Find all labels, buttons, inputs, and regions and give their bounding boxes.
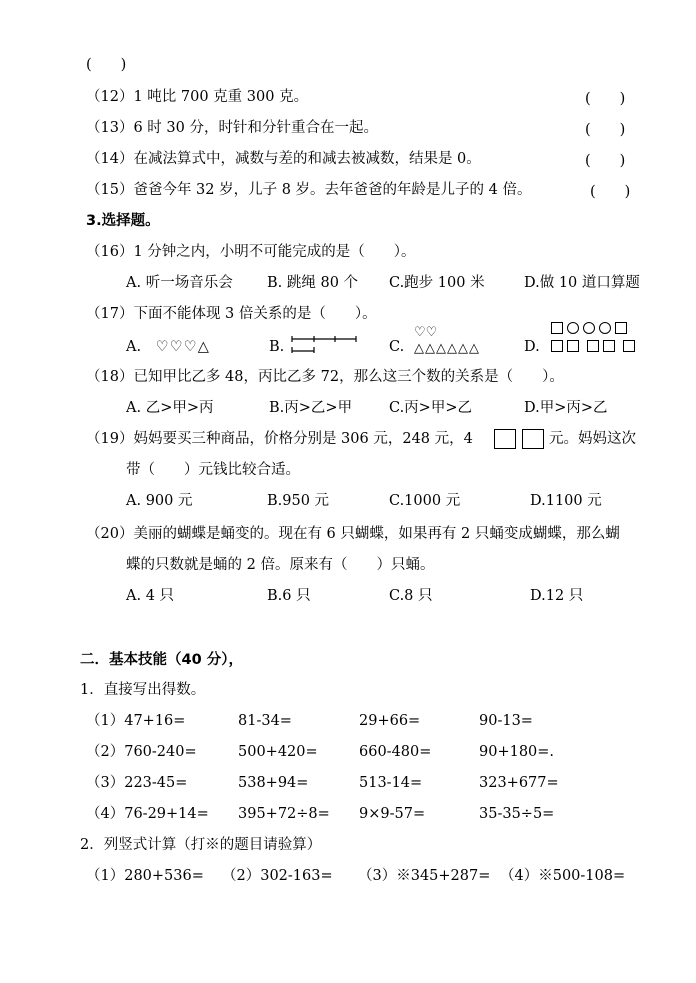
circle-shape (583, 322, 595, 334)
calc-2-d[interactable]: 90+180=. (479, 744, 555, 760)
question-18-stem: （18）已知甲比乙多 48，丙比乙多 72，那么这三个数的关系是（ ）。 (86, 369, 564, 385)
q17-option-b-label: B. (269, 339, 285, 355)
q18-option-d[interactable]: D.甲>丙>乙 (524, 400, 608, 416)
q19-option-d[interactable]: D.1100 元 (530, 493, 602, 509)
calc-2-c[interactable]: 660-480= (359, 744, 432, 760)
q17-option-b-line-segments (290, 333, 358, 355)
q18-option-a[interactable]: A. 乙>甲>丙 (126, 400, 214, 416)
question-20-stem-part1: （20）美丽的蝴蝶是蛹变的。现在有 6 只蝴蝶，如果再有 2 只蛹变成蝴蝶，那么蝴 (86, 526, 620, 542)
q16-option-a[interactable]: A. 听一场音乐会 (126, 275, 233, 291)
question-19-stem-part2: 元。妈妈这次 (549, 431, 636, 447)
calc-1-c[interactable]: 29+66= (359, 713, 421, 729)
calc-4-d[interactable]: 35-35÷5= (479, 806, 555, 822)
square-shape (551, 322, 563, 334)
square-shape (567, 340, 579, 352)
q17-option-c[interactable] (389, 337, 404, 357)
question-12-answer-paren[interactable]: ( ) (585, 91, 626, 107)
question-13-text: （13）6 时 30 分，时针和分针重合在一起。 (86, 120, 378, 136)
q16-option-d[interactable]: D.做 10 道口算题 (524, 275, 640, 291)
calc-2-b[interactable]: 500+420= (238, 744, 318, 760)
calc-2-a[interactable]: （2）760-240= (86, 744, 197, 760)
part-2-title: 二．基本技能（40 分）， (80, 652, 243, 668)
calc-4-a[interactable]: （4）76-29+14= (86, 806, 209, 822)
question-16-stem: （16）1 分钟之内，小明不可能完成的是（ ）。 (86, 244, 416, 260)
q20-option-d[interactable]: D.12 只 (530, 588, 584, 604)
q19-digit-box-2[interactable] (522, 429, 544, 449)
q19-option-c[interactable]: C.1000 元 (389, 493, 461, 509)
question-12-text: （12）1 吨比 700 克重 300 克。 (86, 89, 309, 105)
calc-3-d[interactable]: 323+677= (479, 775, 559, 791)
subsection-1-title: 1．直接写出得数。 (80, 682, 206, 698)
question-15-text: （15）爸爸今年 32 岁，儿子 8 岁。去年爸爸的年龄是儿子的 4 倍。 (86, 182, 532, 198)
square-shape (615, 322, 627, 334)
q18-option-c[interactable]: C.丙>甲>乙 (389, 400, 472, 416)
q18-option-b[interactable]: B.丙>乙>甲 (269, 400, 353, 416)
q17-option-d-label: D. (524, 339, 540, 355)
question-19-stem-part1: （19）妈妈要买三种商品，价格分别是 306 元，248 元，4 (86, 431, 473, 447)
calc-1-a[interactable]: （1）47+16= (86, 713, 186, 729)
question-14-answer-paren[interactable]: ( ) (585, 153, 626, 169)
calc-3-b[interactable]: 538+94= (238, 775, 309, 791)
q16-option-b[interactable]: B. 跳绳 80 个 (267, 275, 359, 291)
q20-option-b[interactable]: B.6 只 (267, 588, 311, 604)
square-shape (587, 340, 599, 352)
calc-3-a[interactable]: （3）223-45= (86, 775, 188, 791)
question-15-answer-paren[interactable]: ( ) (590, 184, 631, 200)
circle-shape (599, 322, 611, 334)
leftover-answer-paren[interactable]: ( ) (86, 57, 127, 73)
calc-4-c[interactable]: 9×9-57= (359, 806, 426, 822)
circle-shape (567, 322, 579, 334)
q17-option-d[interactable] (524, 337, 540, 357)
vertical-calc-2[interactable]: （2）302-163= (222, 868, 333, 884)
vertical-calc-1[interactable]: （1）280+536= (86, 868, 204, 884)
q17-option-c-hearts: ♡♡ (414, 325, 438, 340)
q16-option-c[interactable]: C.跑步 100 米 (389, 275, 485, 291)
q17-option-c-label: C. (389, 339, 405, 355)
question-13-answer-paren[interactable]: ( ) (585, 122, 626, 138)
q17-option-a-label: A. (126, 339, 142, 355)
q17-option-d-shapes-bottom (551, 338, 639, 354)
calc-4-b[interactable]: 395+72÷8= (238, 806, 330, 822)
q17-option-c-triangles: △△△△△△ (414, 341, 480, 356)
section-3-title: 3.选择题。 (86, 213, 160, 229)
q17-option-b[interactable] (269, 337, 284, 357)
q19-option-b[interactable]: B.950 元 (267, 493, 330, 509)
q20-option-c[interactable]: C.8 只 (389, 588, 433, 604)
calc-1-b[interactable]: 81-34= (238, 713, 292, 729)
q19-digit-box-1[interactable] (494, 429, 516, 449)
subsection-2-title: 2．列竖式计算（打※的题目请验算） (80, 837, 322, 853)
q20-option-a[interactable]: A. 4 只 (126, 588, 175, 604)
q17-option-a-shapes: ♡♡♡△ (155, 339, 210, 355)
question-20-stem-part2: 蝶的只数就是蛹的 2 倍。原来有（ ）只蛹。 (126, 557, 435, 573)
square-shape (623, 340, 635, 352)
question-17-stem: （17）下面不能体现 3 倍关系的是（ ）。 (86, 306, 377, 322)
q17-option-d-shapes-top (551, 320, 631, 336)
vertical-calc-4[interactable]: （4）※500-108= (500, 868, 626, 884)
question-19-stem-part3: 带（ ）元钱比较合适。 (126, 462, 300, 478)
vertical-calc-3[interactable]: （3）※345+287= (358, 868, 491, 884)
square-shape (603, 340, 615, 352)
q17-option-a[interactable] (126, 337, 210, 357)
question-14-text: （14）在减法算式中，减数与差的和减去被减数，结果是 0。 (86, 151, 481, 167)
square-shape (551, 340, 563, 352)
calc-1-d[interactable]: 90-13= (479, 713, 533, 729)
calc-3-c[interactable]: 513-14= (359, 775, 423, 791)
q19-option-a[interactable]: A. 900 元 (126, 493, 193, 509)
